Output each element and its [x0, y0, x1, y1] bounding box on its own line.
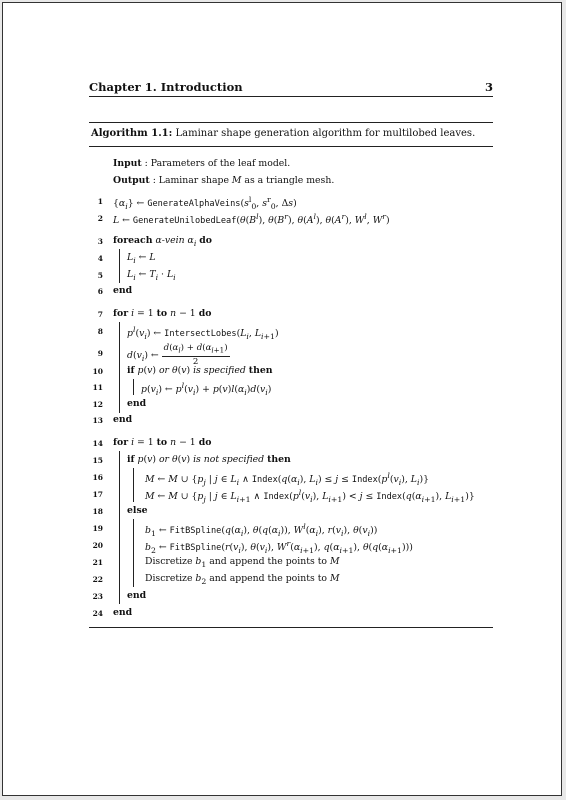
line-number: 6 — [97, 287, 103, 296]
line-number: 11 — [92, 383, 103, 392]
line-code: if p(v) or θ(v) is specified then — [127, 365, 273, 376]
line-code: else — [127, 505, 148, 516]
block-bar — [119, 451, 120, 604]
line-code: for i = 1 to n − 1 do — [113, 308, 212, 319]
line-code: end — [127, 590, 147, 601]
algorithm-line — [3, 522, 561, 536]
algorithm-top-rule — [89, 122, 493, 123]
line-code: $L_i$ ← $T_i \cdot L_i$ — [127, 269, 176, 282]
algorithm-line — [3, 556, 561, 570]
line-code: end — [113, 285, 133, 296]
algorithm-line — [3, 381, 561, 395]
page-number: 3 — [484, 80, 493, 94]
algorithm-line — [3, 573, 561, 587]
line-code: $b_2$ ← $FitBSpline(r(v_i)$, $\theta(v_i)$, $W^r(\alpha_{i+1})$, $q(\alpha_{i+1})$, $\theta(q(\alpha_{i+1}))$) — [145, 539, 413, 555]
document-page — [2, 2, 562, 796]
algorithm-line — [3, 488, 561, 502]
algorithm-line — [3, 590, 561, 604]
line-number: 12 — [92, 400, 103, 409]
algorithm-line — [3, 365, 561, 379]
line-code: end — [127, 398, 147, 409]
line-number: 14 — [92, 439, 103, 448]
block-bar — [119, 322, 120, 413]
line-number: 18 — [92, 507, 103, 516]
line-number: 21 — [92, 558, 103, 567]
running-header — [89, 77, 493, 95]
line-code: $\{\alpha_i\}$ ← $GenerateAlphaVeins(s^l_0$, $s^r_0$, Δs) — [113, 195, 297, 211]
algorithm-line — [3, 325, 561, 339]
algorithm-line — [3, 252, 561, 266]
input-text: : Parameters of the leaf model. — [144, 158, 291, 169]
line-number: 15 — [92, 456, 103, 465]
line-code: $b_1$ ← $FitBSpline(q(\alpha_i)$, $\theta(q(\alpha_i))$, $W^l(\alpha_i)$, $r(v_i)$, $\theta(v_i)$) — [145, 522, 378, 538]
line-code: Discretize $b_2$ and append the points to M — [145, 573, 340, 586]
line-number: 16 — [92, 473, 103, 482]
algorithm-line — [3, 398, 561, 412]
line-code: foreach α-vein $\alpha_i$ do — [113, 235, 212, 248]
line-number: 8 — [97, 327, 103, 336]
algorithm-bottom-rule — [89, 627, 493, 628]
line-number: 4 — [97, 254, 103, 263]
line-code: $p(v_i)$ ← $p^l(v_i) + p(v)l(\alpha_i)d(v_i)$ — [141, 381, 272, 397]
algorithm-label: Algorithm 1.1: — [91, 128, 173, 139]
line-number: 5 — [97, 271, 103, 280]
algorithm-line — [3, 343, 561, 367]
input-label: Input — [113, 158, 142, 169]
line-number: 7 — [97, 310, 103, 319]
line-number: 23 — [92, 592, 103, 601]
block-bar — [133, 379, 134, 395]
line-number: 20 — [92, 541, 103, 550]
line-code: $d(v_i)$ ← $\frac{d(\alpha_i) + d(\alpha_{i+1})}{2}$ — [127, 343, 228, 367]
line-number: 13 — [92, 416, 103, 425]
algorithm-line — [3, 607, 561, 621]
line-code: $p^l(v_i)$ ← $IntersectLobes(L_i$, $L_{i+1}$) — [127, 325, 279, 341]
algorithm-line — [3, 471, 561, 485]
header-rule — [89, 96, 493, 97]
line-code: M ← M ∪ {$p_j$ | j ∈ $L_i$ ∧ $Index(q(\alpha_i)$, $L_i) \le j$ ≤ $Index(p^l(v_i)$, $L_i$)} — [145, 471, 429, 487]
block-bar — [119, 249, 120, 283]
line-code: for i = 1 to n − 1 do — [113, 437, 212, 448]
algorithm-line — [3, 308, 561, 322]
block-bar — [133, 519, 134, 587]
line-number: 2 — [97, 214, 103, 223]
algorithm-output — [113, 175, 334, 186]
line-code: Discretize $b_1$ and append the points to M — [145, 556, 340, 569]
line-number: 9 — [97, 349, 103, 358]
line-number: 22 — [92, 575, 103, 584]
chapter-title: Chapter 1. Introduction — [89, 80, 243, 94]
algorithm-line — [3, 269, 561, 283]
line-number: 1 — [97, 197, 103, 206]
line-code: L ← $GenerateUnilobedLeaf(\theta(B^l)$, $\theta(B^r)$, $\theta(A^l)$, $\theta(A^r)$, $W^l$, $W^r$) — [113, 212, 390, 227]
line-number: 24 — [92, 609, 103, 618]
algorithm-line — [3, 539, 561, 553]
output-text: : Laminar shape M as a triangle mesh. — [152, 175, 335, 186]
algorithm-caption-text: Laminar shape generation algorithm for multilobed leaves. — [175, 128, 476, 139]
algorithm-line — [3, 285, 561, 299]
algorithm-line — [3, 505, 561, 519]
line-code: if p(v) or θ(v) is not specified then — [127, 454, 291, 465]
algorithm-line — [3, 414, 561, 428]
line-number: 10 — [92, 367, 103, 376]
algorithm-line — [3, 212, 561, 226]
algorithm-line — [3, 437, 561, 451]
line-code: $L_i$ ← L — [127, 252, 156, 265]
line-number: 17 — [92, 490, 103, 499]
algorithm-line — [3, 454, 561, 468]
line-code: end — [113, 414, 133, 425]
algorithm-input — [113, 158, 290, 169]
algorithm-line — [3, 235, 561, 249]
algorithm-line — [3, 195, 561, 209]
line-code: M ← M ∪ {$p_j$ | j ∈ $L_{i+1}$ ∧ $Index(p^l(v_i)$, $L_{i+1}) < j$ ≤ $Index(q(\alpha_{i+1})$, $L_{i+1}$)} — [145, 488, 475, 504]
line-number: 3 — [97, 237, 103, 246]
output-label: Output — [113, 175, 150, 186]
line-number: 19 — [92, 524, 103, 533]
algorithm-caption — [91, 128, 475, 139]
block-bar — [133, 468, 134, 502]
line-code: end — [113, 607, 133, 618]
algorithm-caption-rule — [89, 146, 493, 147]
